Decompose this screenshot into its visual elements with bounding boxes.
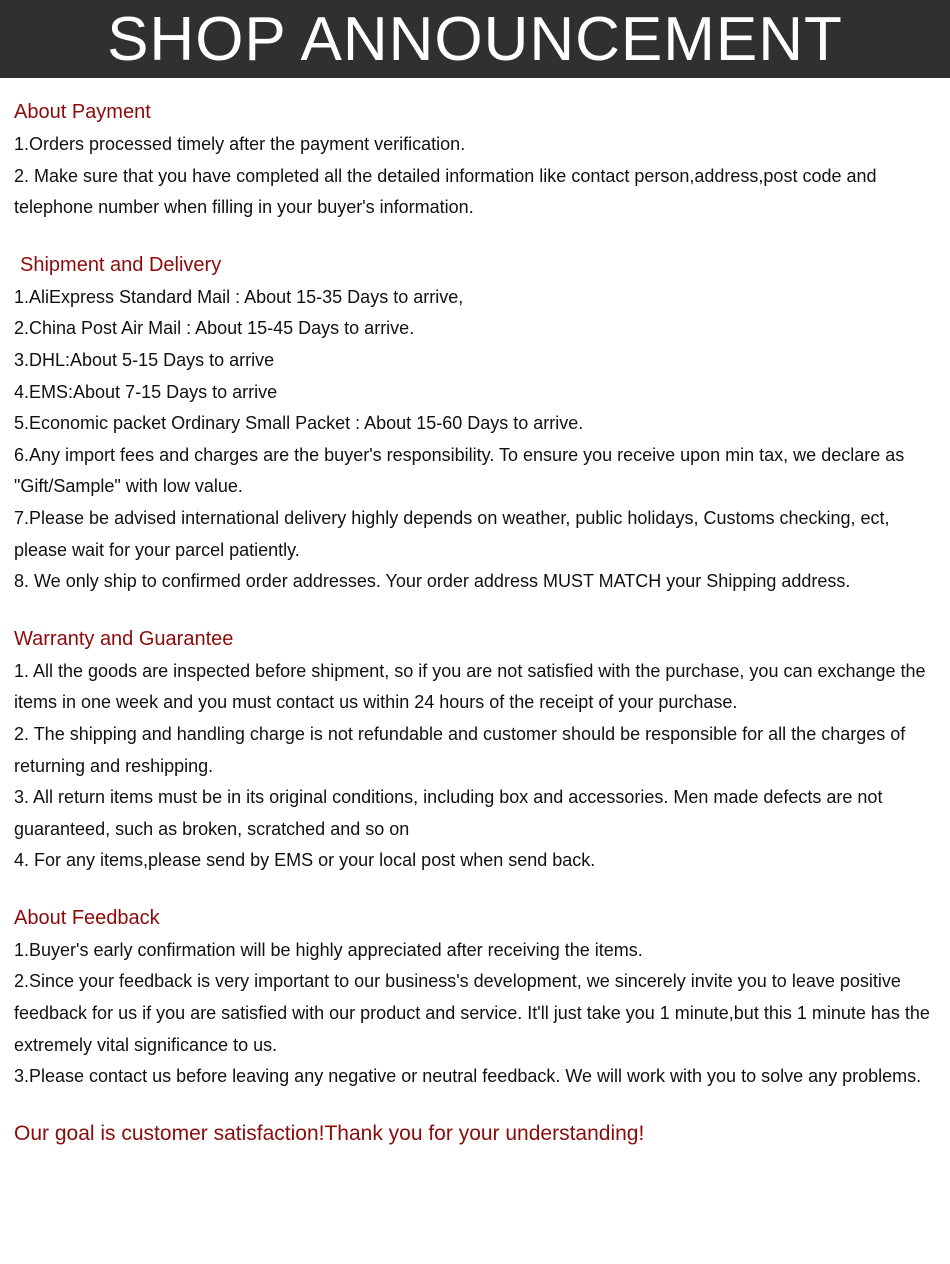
list-item: 1.Buyer's early confirmation will be highly appreciated after receiving the items. — [14, 939, 643, 960]
list-item: 2.China Post Air Mail : About 15-45 Days to arrive. — [14, 318, 415, 339]
list-item: 6.Any import fees and charges are the buyer's responsibility. To ensure you receive upon min tax, we declare as "Gift/Sample" with low value. — [14, 444, 905, 497]
list-item: 5.Economic packet Ordinary Small Packet : About 15-60 Days to arrive. — [14, 413, 584, 434]
list-item: 4.EMS:About 7-15 Days to arrive — [14, 381, 278, 402]
list-item: 8. We only ship to confirmed order addresses. Your order address MUST MATCH your Shipping address. — [14, 571, 851, 592]
section-about-feedback — [14, 901, 936, 1093]
section-heading: About Feedback — [14, 906, 160, 929]
list-item: 7.Please be advised international delivery highly depends on weather, public holidays, Customs checking, ect, please wait for your parcel patiently. — [14, 507, 890, 560]
list-item: 1.Orders processed timely after the payment verification. — [14, 134, 466, 154]
section-shipment-delivery — [14, 248, 936, 598]
announcement-banner — [0, 0, 950, 78]
section-heading: Shipment and Delivery — [20, 253, 222, 276]
list-item: 3.Please contact us before leaving any negative or neutral feedback. We will work with you to solve any problems. — [14, 1066, 922, 1087]
section-warranty-guarantee — [14, 622, 936, 877]
section-heading: Warranty and Guarantee — [14, 627, 234, 650]
list-item: 2. Make sure that you have completed all the detailed information like contact person,address,post code and telephone number when filling in your buyer's information. — [14, 165, 877, 218]
closing-message: Our goal is customer satisfaction!Thank you for your understanding! — [14, 1121, 645, 1145]
list-item: 1.AliExpress Standard Mail : About 15-35 Days to arrive, — [14, 286, 464, 307]
announcement-content — [0, 78, 950, 1151]
list-item: 4. For any items,please send by EMS or your local post when send back. — [14, 850, 596, 871]
list-item: 2. The shipping and handling charge is not refundable and customer should be responsible for all the charges of returning and reshipping. — [14, 723, 906, 776]
list-item: 3.DHL:About 5-15 Days to arrive — [14, 349, 275, 370]
section-about-payment — [14, 95, 936, 224]
list-item: 1. All the goods are inspected before shipment, so if you are not satisfied with the purchase, you can exchange the items in one week and you must contact us within 24 hours of the receipt of your purchase. — [14, 660, 926, 713]
section-heading: About Payment — [14, 101, 151, 123]
list-item: 3. All return items must be in its original conditions, including box and accessories. Men made defects are not guaranteed, such as broken, scratched and so on — [14, 787, 883, 839]
list-item: 2.Since your feedback is very important to our business's development, we sincerely invite you to leave positive feedback for us if you are satisfied with our product and service. It'll just take you 1 minute,but this 1 minute has the extremely vital significance to us. — [14, 971, 930, 1055]
banner-title: SHOP ANNOUNCEMENT — [107, 5, 843, 74]
